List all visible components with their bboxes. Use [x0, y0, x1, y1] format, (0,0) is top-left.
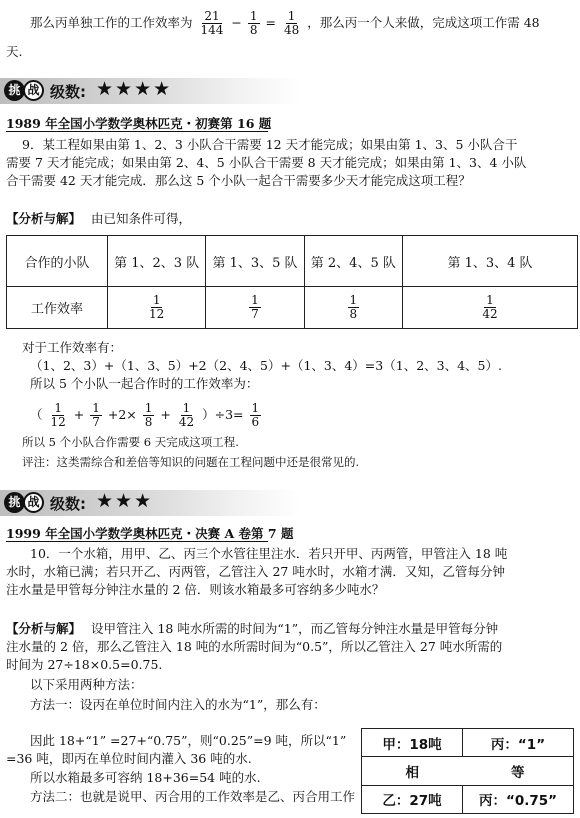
table-row [362, 729, 574, 757]
frac-den: 12 [50, 415, 66, 429]
source-underline [6, 541, 268, 542]
level-stars-icon: ★★★ [96, 490, 154, 512]
analysis-text: 由已知条件可得， [91, 211, 192, 226]
table-cell [108, 287, 206, 329]
solution-conclusion: 所以 5 个小队合作需要 6 天完成这项工程. [22, 435, 239, 449]
solution-text: 对于工作效率有： [22, 340, 123, 355]
problem-source: 1989 年全国小学数学奥林匹克・初赛第 16 题 [6, 116, 272, 131]
frac-den: 42 [482, 307, 498, 321]
frac-num: 1 [287, 9, 296, 23]
level-label: 级数: [50, 83, 86, 101]
fraction [248, 10, 260, 37]
challenge-banner [0, 78, 300, 104]
frac-den: 144 [200, 23, 224, 37]
frac-num: 1 [251, 401, 260, 415]
frac-den: 8 [144, 415, 153, 429]
challenge-banner [0, 490, 300, 516]
table-cell: 第 1、2、3 队 [108, 236, 206, 287]
analysis-text: 方法二：也就是说甲、丙合用的工作效率是乙、丙合用工作 [30, 789, 356, 804]
frac-num: 1 [182, 401, 191, 415]
table-cell: 第 1、3、5 队 [206, 236, 304, 287]
table-header-cell: 合作的小队 [7, 236, 108, 287]
analysis-text: =36 吨，即丙在单位时间内灌入 36 吨的水. [6, 751, 252, 766]
fraction [177, 402, 196, 429]
solution-note: 评注：这类需综合和差倍等知识的问题在工程问题中还是很常见的. [22, 455, 360, 469]
analysis-text: 设甲管注入 18 吨水所需的时间为“1”，而乙管每分钟注水量是甲管每分钟 [91, 621, 499, 636]
table-cell: 丙：“0.75” [463, 785, 574, 813]
operator: （ [30, 407, 43, 422]
frac-num: 1 [349, 293, 358, 307]
table-header-cell: 工作效率 [7, 287, 108, 329]
fraction [90, 402, 102, 429]
frac-num: 1 [251, 293, 259, 307]
fraction [143, 402, 155, 429]
frac-den: 6 [251, 415, 260, 429]
frac-num: 1 [92, 401, 100, 415]
solution-formula [30, 400, 263, 430]
prev-answer-text: 那么丙单独工作的工作效率为 [30, 15, 193, 30]
table-cell: 等 [463, 757, 574, 785]
analysis-text: 注水量的 2 倍，那么乙管注入 18 吨的水所需时间为“0.5”，所以乙管注入 27 吨水所需的 [6, 639, 503, 654]
frac-den: 48 [283, 23, 300, 37]
table-cell: 第 1、3、4 队 [403, 236, 578, 287]
solution-text: 所以 5 个小队一起合作时的工作效率为： [30, 376, 259, 391]
challenge-badge: 战 [23, 492, 44, 513]
problem-text: 需要 7 天才能完成；如果由第 2、4、5 小队合干需要 8 天才能完成；如果由第 1、3、4 小队 [6, 155, 527, 170]
efficiency-table [6, 235, 578, 329]
table-cell [403, 287, 578, 329]
frac-num: 1 [152, 293, 161, 307]
challenge-badge: 战 [23, 80, 44, 101]
analysis-text: 方法一：设丙在单位时间内注入的水为“1”，那么有： [30, 697, 326, 712]
table-cell [206, 287, 304, 329]
problem-text: 10．一个水箱，用甲、乙、丙三个水管往里注水．若只开甲、丙两管，甲管注入 18 吨 [30, 546, 508, 561]
solution-text: （1、2、3）+（1、3、5）+2（2、4、5）+（1、3、4）=3（1、2、3、4、5）. [30, 358, 502, 373]
analysis-heading [6, 211, 191, 227]
table-cell: 丙：“1” [463, 729, 574, 757]
operator: − [231, 15, 242, 30]
frac-den: 42 [178, 415, 195, 429]
fraction [49, 402, 68, 429]
problem-text: 9．某工程如果由第 1、2、3 小队合干需要 12 天才能完成；如果由第 1、3、5 小队合干 [22, 137, 518, 152]
operator: + [160, 407, 171, 422]
level-label: 级数: [50, 495, 86, 513]
table-cell: 甲：18吨 [362, 729, 463, 757]
frac-den: 7 [92, 415, 100, 429]
frac-num: 1 [54, 401, 62, 415]
table-cell: 第 2、4、5 队 [304, 236, 402, 287]
operator: +2× [107, 407, 137, 422]
frac-den: 8 [249, 23, 258, 37]
frac-num: 21 [204, 9, 220, 23]
level-stars-icon: ★★★★ [96, 78, 173, 100]
operator: ）÷3= [202, 407, 244, 422]
challenge-badge: 挑 [4, 492, 25, 513]
table-cell [304, 287, 402, 329]
operator: = [265, 15, 276, 30]
problem-text: 注水量是甲管每分钟注水量的 2 倍．则该水箱最多可容纳多少吨水？ [6, 582, 385, 597]
prev-answer-text: ，那么丙一个人来做，完成这项工作需 48 [307, 15, 540, 30]
frac-den: 12 [149, 307, 165, 321]
problem-text: 合干需要 42 天才能完成．那么这 5 个小队一起合干需要多少天才能完成这项工程？ [6, 173, 471, 188]
source-underline [6, 131, 268, 132]
frac-num: 1 [486, 293, 494, 307]
fraction [250, 402, 262, 429]
problem-text: 水时，水箱已满；若只开乙、丙两管，乙管注入 27 吨水时，水箱才满．又知，乙管每分钟 [6, 564, 505, 579]
operator: + [73, 407, 85, 422]
frac-den: 8 [349, 307, 358, 321]
fraction [282, 10, 301, 37]
analysis-heading [6, 621, 498, 637]
table-cell: 相 [362, 757, 463, 785]
table-row [362, 757, 574, 785]
analysis-text: 时间为 27÷18×0.5=0.75. [6, 657, 163, 672]
frac-den: 7 [251, 307, 259, 321]
table-row [7, 236, 578, 287]
analysis-text: 以下采用两种方法： [30, 677, 143, 692]
pipe-comparison-table [361, 728, 574, 814]
analysis-text: 因此 18+“1” =27+“0.75”，则“0.25”=9 吨，所以“1” [30, 733, 347, 748]
fraction [199, 10, 226, 37]
prev-answer-tail: 天. [6, 44, 23, 59]
analysis-label: 【分析与解】 [6, 211, 82, 226]
table-row [7, 287, 578, 329]
frac-num: 1 [249, 9, 258, 23]
analysis-label: 【分析与解】 [6, 621, 82, 636]
frac-num: 1 [144, 401, 153, 415]
analysis-text: 所以水箱最多可容纳 18+36=54 吨的水. [30, 770, 261, 785]
prev-answer-line [30, 10, 540, 37]
challenge-badge: 挑 [4, 80, 25, 101]
table-row [362, 785, 574, 813]
table-cell: 乙：27吨 [362, 785, 463, 813]
problem-source: 1999 年全国小学数学奥林匹克・决赛 A 卷第 7 题 [6, 526, 294, 541]
